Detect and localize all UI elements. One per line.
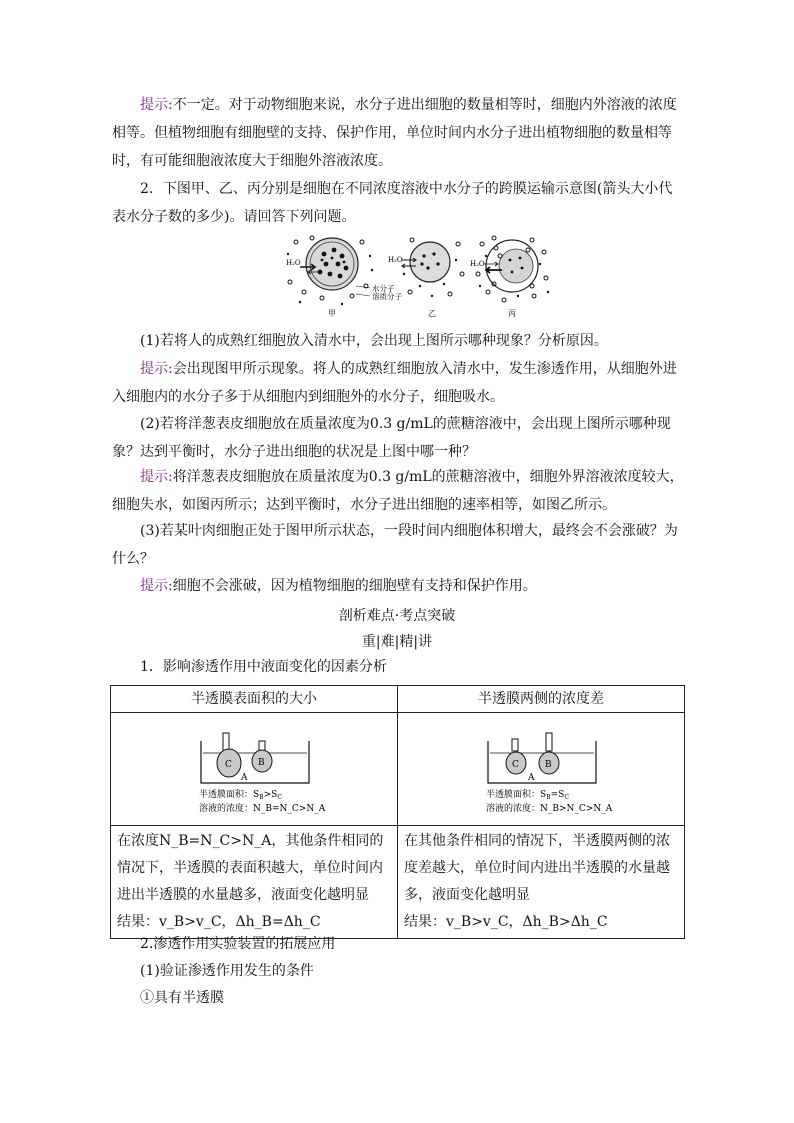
hint-label: 提示: [140,361,173,377]
hint-paragraph-1 [112,91,684,175]
question-2-3: (3)若某叶肉细胞正处于图甲所示状态，一段时间内细胞体积增大，最终会不会涨破？为什么？ [112,523,678,567]
legend-solute: 溶质分子 [372,292,402,301]
comparison-table [110,685,685,939]
label-bing: 丙 [508,309,516,318]
col1-description: 在浓度N_B=N_C>N_A，其他条件相同的情况下，半透膜的表面积越大，单位时间内进出半透膜的水量越多，液面变化越明显 [117,833,384,903]
col1-result: 结果：v_B>v_C，Δh_B=Δh_C [117,914,321,930]
table-figure-col1 [111,713,398,826]
answer-2-3 [112,572,684,600]
question-2-2: (2)若将洋葱表皮细胞放在质量浓度为0.3 g/mL的蔗糖溶液中，会出现上图所示哪种现象？达到平衡时，水分子进出细胞的状况是上图中哪一种？ [112,416,671,460]
legend-water: 水分子 [372,284,395,293]
osmosis-apparatus-1 [111,713,396,821]
label-C: C [512,760,519,770]
table-text-col2 [398,826,685,939]
fig1-line2: 溶液的浓度：N_B=N_C>N_A [199,804,326,814]
h2o-label-yi: H₂O [388,256,403,264]
cell-bing [470,236,549,318]
hint-label: 提示: [140,97,173,113]
osmosis-cells-figure [282,234,552,322]
label-C: C [225,760,232,770]
item-2-1-1: ①具有半透膜 [140,990,224,1006]
item-2-1: (1)验证渗透作用发生的条件 [140,963,314,979]
osmosis-apparatus-2 [398,713,683,821]
answer-2-1-text: 会出现图甲所示现象。将人的成熟红细胞放入清水中，发生渗透作用，从细胞外进入细胞内的水分子多于从细胞内到细胞外的水分子，细胞吸水。 [112,361,677,405]
fig1-line1: 半透膜面积：$S_B>S_C$ [199,790,282,801]
question-2-1: (1)若将人的成熟红细胞放入清水中，会出现上图所示哪种现象？分析原因。 [140,333,608,349]
label-A: A [241,773,248,783]
answer-2-2 [112,463,684,519]
answer-2-3-text: 细胞不会涨破，因为植物细胞的细胞壁有支持和保护作用。 [172,578,537,594]
hint-label: 提示: [140,578,173,594]
col2-result: 结果：v_B>v_C，Δh_B>Δh_C [404,914,608,930]
section-subtitle: 重|难|精|讲 [361,634,433,650]
label-yi: 乙 [428,309,436,318]
table-header-col1: 半透膜表面积的大小 [111,686,398,713]
question-2: 2．下图甲、乙、丙分别是细胞在不同浓度溶液中水分子的跨膜运输示意图(箭头大小代表水分子数的多少)。请回答下列问题。 [112,181,673,225]
h2o-label-jia: H₂O [286,259,301,267]
answer-2-1 [112,355,684,411]
label-B: B [258,758,265,768]
table-header-col2: 半透膜两侧的浓度差 [398,686,685,713]
fig2-line1: 半透膜面积：$S_B=S_C$ [486,790,569,801]
cell-yi [388,238,464,318]
label-B: B [545,760,552,770]
table-figure-col2 [398,713,685,826]
hint-label: 提示: [140,469,173,485]
section-title: 剖析难点·考点突破 [338,608,456,624]
answer-2-2-text: 将洋葱表皮细胞放在质量浓度为0.3 g/mL的蔗糖溶液中，细胞外界溶液浓度较大，细胞失水，如图丙所示；达到平衡时，水分子进出细胞的速率相等，如图乙所示。 [112,469,684,513]
item-2-heading: 2.渗透作用实验装置的拓展应用 [140,936,336,952]
fig2-line2: 溶液的浓度：N_B>N_C>N_A [486,804,613,814]
label-jia: 甲 [328,309,336,318]
col2-description: 在其他条件相同的情况下，半透膜两侧的浓度差越大，单位时间内进出半透膜的水量越多，液面变化越明显 [404,833,670,903]
hint-text: 不一定。对于动物细胞来说，水分子进出细胞的数量相等时，细胞内外溶液的浓度相等。但植物细胞有细胞壁的支持、保护作用，单位时间内水分子进出植物细胞的数量相等时，有可能细胞液浓度大于细胞外溶液浓度。 [112,97,677,169]
h2o-label-bing: H₂O [470,260,485,268]
item-1-heading: 1．影响渗透作用中液面变化的因素分析 [140,659,387,675]
label-A: A [528,773,535,783]
table-text-col1 [111,826,398,939]
